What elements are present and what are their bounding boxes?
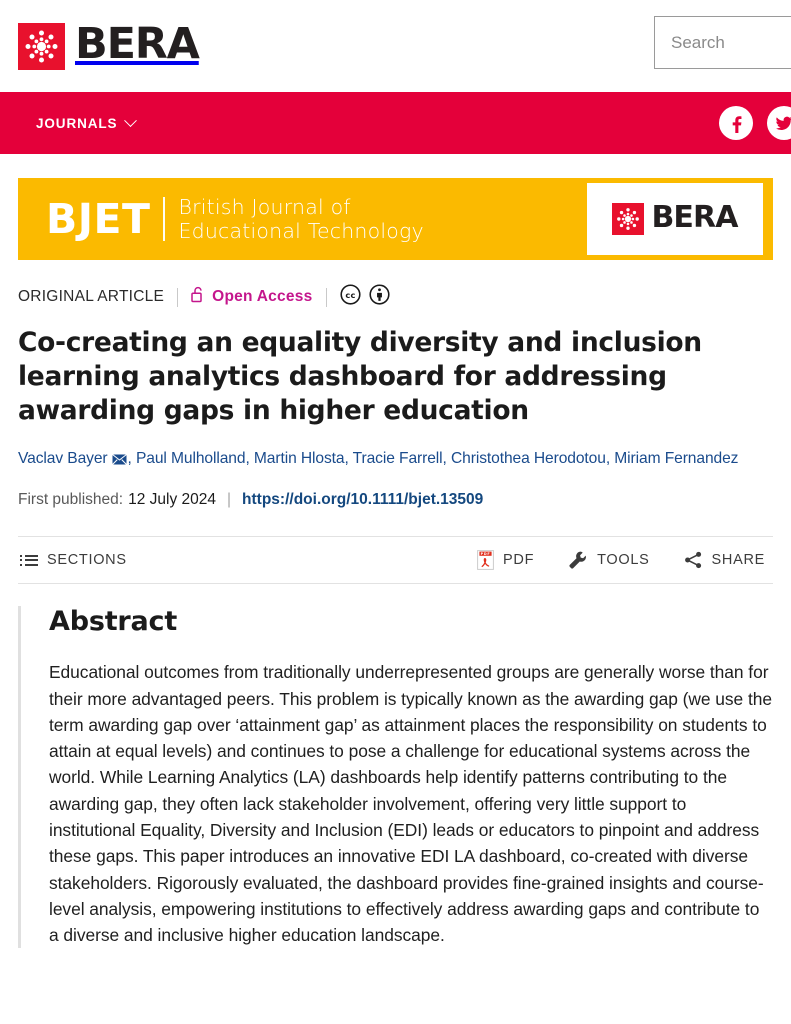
author-separator: , (127, 449, 136, 467)
first-published-label: First published: (18, 491, 124, 509)
toolbar-right-group (477, 550, 771, 570)
author-separator: , (245, 449, 254, 467)
article-meta-row (18, 284, 773, 310)
search-input[interactable] (654, 16, 791, 69)
nav-item-journals[interactable] (36, 116, 135, 131)
publication-info (18, 491, 773, 509)
doi-link[interactable]: https://doi.org/10.1111/bjet.13509 (242, 491, 484, 509)
tools-label: TOOLS (597, 552, 650, 569)
pdf-button[interactable] (477, 550, 534, 570)
society-logo-text: BERA (651, 200, 738, 235)
share-icon (684, 551, 703, 569)
author-list (18, 448, 773, 472)
site-header (0, 0, 791, 92)
abstract-section (18, 606, 773, 948)
journal-banner[interactable] (18, 178, 773, 260)
journal-title-line-2: Educational Technology (178, 219, 424, 243)
abstract-heading: Abstract (49, 606, 178, 638)
author-separator: , (344, 449, 353, 467)
bera-dot-mark-icon (18, 23, 65, 70)
open-access-badge[interactable] (191, 286, 312, 308)
author-link[interactable]: Tracie Farrell (352, 449, 443, 467)
sections-label: SECTIONS (47, 552, 127, 569)
social-links (719, 92, 791, 154)
license-icons[interactable] (340, 284, 390, 310)
wrench-icon (568, 550, 588, 570)
author-link[interactable]: Martin Hlosta (253, 449, 345, 467)
article-title: Co-creating an equality diversity and inclusion learning analytics dashboard for addressing awarding gaps in higher education (18, 327, 702, 427)
list-icon (20, 553, 38, 569)
society-logo (587, 183, 763, 255)
open-access-label: Open Access (212, 288, 313, 305)
journal-title-line-1: British Journal of (178, 195, 351, 220)
bera-dot-mark-icon (612, 203, 644, 235)
cc-by-attribution-icon (369, 284, 390, 310)
svg-text:cc: cc (344, 290, 356, 300)
share-button[interactable] (684, 551, 765, 569)
site-logo-text: BERA (75, 19, 199, 69)
author-link[interactable]: Miriam Fernandez (614, 449, 739, 467)
first-published-date: 12 July 2024 (128, 491, 217, 509)
envelope-icon[interactable] (112, 450, 127, 472)
journal-acronym: BJET (46, 194, 151, 243)
abstract-body: Educational outcomes from traditionally underrepresented groups are generally worse than for their more advantaged peers. This problem is typically known as the awarding gap (we use the term awarding gap over ‘attainment gap’ as attainment places the responsibility on students to attain at equal levels) and continues to pose a challenge for educational systems across the world. While Learning Analytics (LA) dashboards help identify patterns contributing to the awarding gap, they often lack stakeholder involvement, offering very little support to institutional Equality, Diversity and Inclusion (EDI) leads or educators to pinpoint and address these gaps. This paper introduces an innovative EDI LA dashboard, co-created with diverse stakeholders. Rigorously evaluated, the dashboard provides fine-grained insights and course-level analysis, empowering institutions to effectively address awarding gaps and contribute to a diverse and inclusive higher education landscape. (49, 662, 772, 946)
page-content (0, 178, 791, 948)
meta-divider (177, 288, 178, 307)
article-type-label: ORIGINAL ARTICLE (18, 288, 165, 305)
pub-divider: | (227, 491, 232, 509)
sections-button[interactable] (20, 552, 127, 568)
pdf-icon (477, 550, 494, 570)
meta-divider (326, 288, 327, 307)
author-separator: , (605, 449, 615, 467)
search-box[interactable] (654, 16, 791, 69)
open-lock-icon (191, 286, 205, 308)
journal-banner-title-group (46, 195, 424, 243)
facebook-icon[interactable] (719, 106, 753, 140)
svg-text:PDF: PDF (480, 552, 491, 557)
tools-button[interactable] (568, 550, 649, 570)
author-link[interactable]: Vaclav Bayer (18, 449, 108, 467)
journal-full-title (178, 195, 423, 243)
chevron-down-icon (125, 114, 138, 127)
article-toolbar (18, 536, 773, 584)
primary-nav (0, 92, 791, 154)
author-link[interactable]: Paul Mulholland (135, 449, 246, 467)
journal-banner-divider (163, 197, 165, 241)
share-label: SHARE (711, 552, 765, 569)
pdf-label: PDF (503, 552, 535, 569)
author-separator: , (442, 449, 452, 467)
toolbar-left-group (20, 552, 161, 568)
site-logo-link[interactable] (18, 19, 199, 70)
creative-commons-icon (340, 284, 361, 310)
nav-item-label: JOURNALS (36, 115, 118, 131)
author-link[interactable]: Christothea Herodotou (451, 449, 606, 467)
twitter-icon[interactable] (767, 106, 791, 140)
